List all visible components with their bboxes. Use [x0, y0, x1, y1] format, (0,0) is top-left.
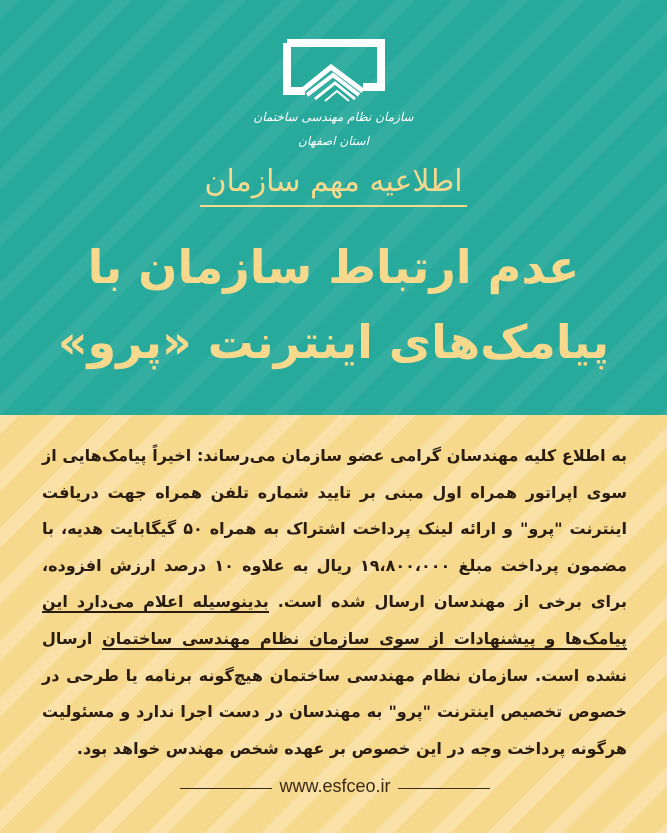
announcement-kicker — [0, 164, 667, 207]
body-text-intro: به اطلاع کلیه مهندسان گرامی عضو سازمان می‌رساند: اخیراً پیامک‌هایی از سوی اپراتور همراه اول مبنی بر تایید شماره تلفن همراه جهت دریافت اینترنت "پرو" و ارائه لینک پرداخت اشتراک به همراه ۵۰ گیگابایت هدیه، با مضمون پرداخت مبلغ ۱۹،۸۰۰،۰۰۰ ریال به علاوه ۱۰ درصد ارزش افزوده، برای برخی از مهندسان ارسال شده است. — [42, 446, 628, 612]
header-panel — [0, 0, 667, 415]
footer-divider-right — [398, 788, 490, 789]
announcement-body — [42, 438, 627, 767]
footer — [0, 774, 667, 804]
organization-logo-icon — [279, 33, 389, 105]
headline-line-2: پیامک‌های اینترنت «پرو» — [57, 315, 610, 369]
footer-divider-left — [180, 788, 272, 789]
logo-organization-name: سازمان نظام مهندسی ساختمان — [253, 110, 414, 124]
website-link[interactable]: www.esfceo.ir — [279, 776, 391, 796]
announcement-paragraph — [42, 438, 627, 767]
body-text-underlined: بدینوسیله اعلام می‌دارد این پیامک‌ها و پیشنهادات از سوی سازمان نظام مهندسی ساختمان — [42, 592, 627, 648]
logo-province-name: استان اصفهان — [298, 134, 369, 148]
headline-line-1: عدم ارتباط سازمان با — [87, 240, 580, 294]
body-text-conclusion: ارسال نشده است. سازمان نظام مهندسی ساختمان هیچ‌گونه برنامه یا طرحی در خصوص تخصیص اینترنت "پرو" به مهندسان در دست اجرا ندارد و مسئولیت هرگونه پرداخت وجه در این خصوص بر عهده شخص مهندس خواهد بود. — [42, 628, 627, 758]
kicker-text: اطلاعیه مهم سازمان — [200, 164, 466, 207]
